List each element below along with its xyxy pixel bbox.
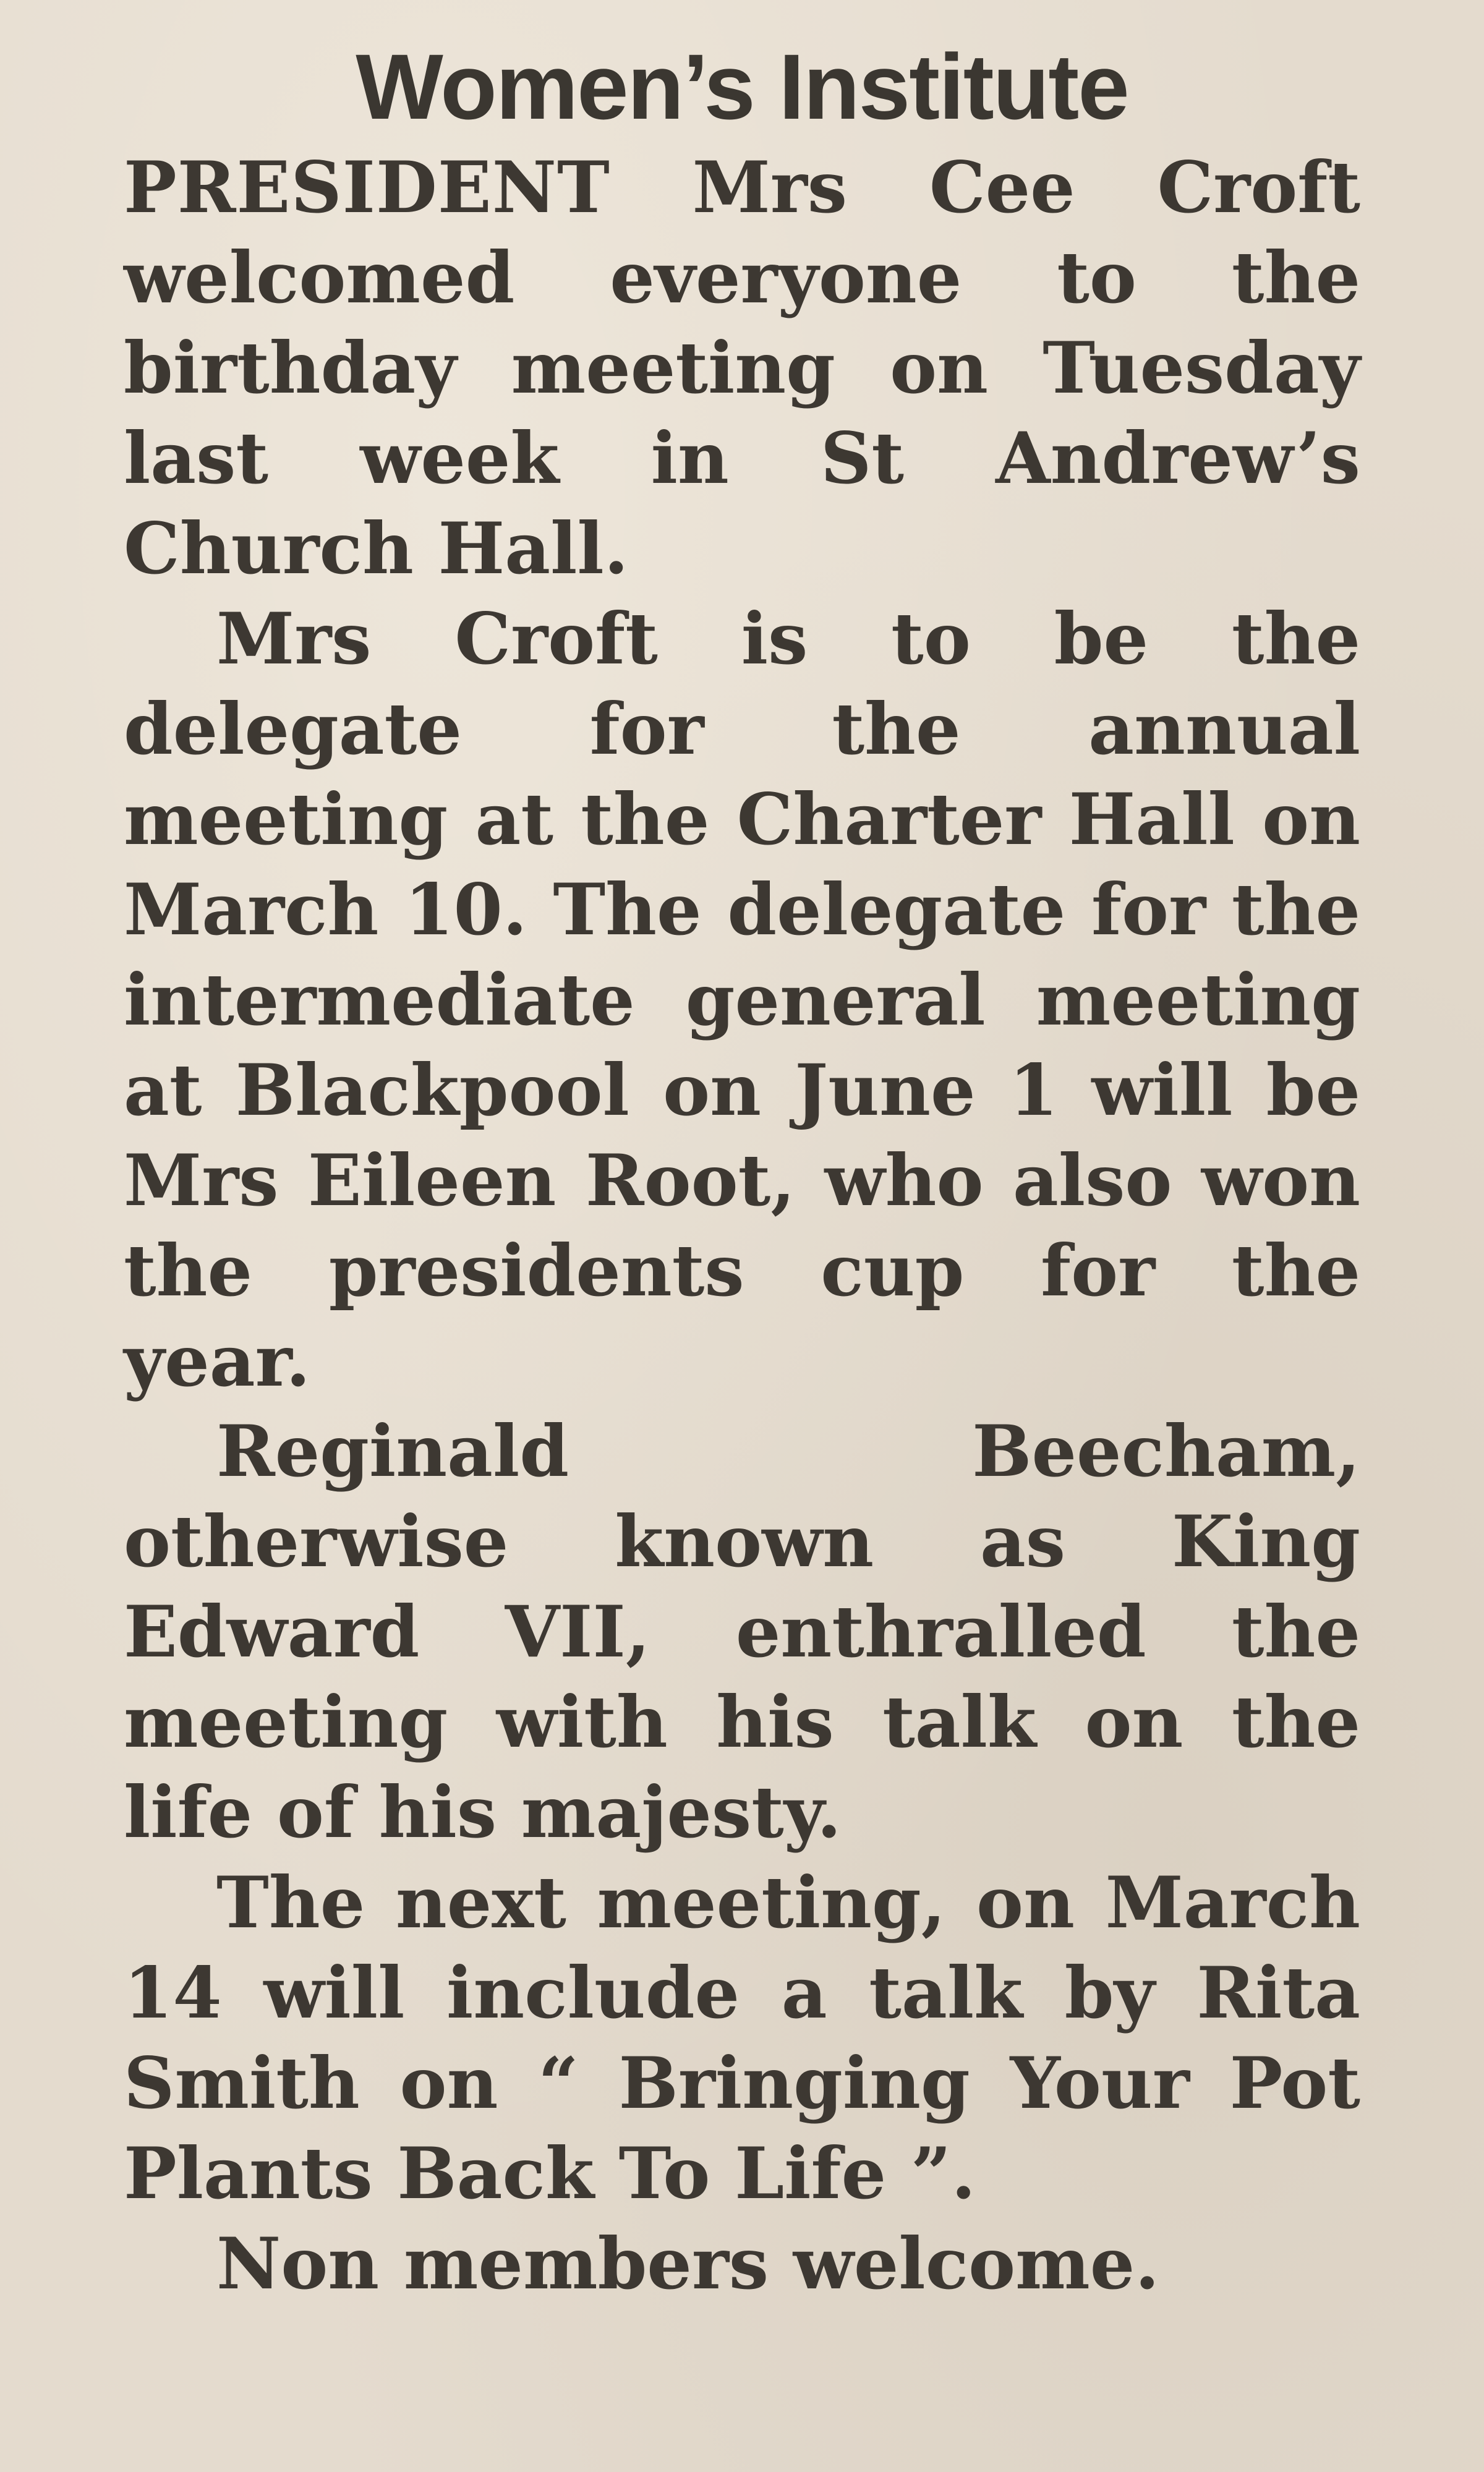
paragraph-2: Mrs Croft is to be the delegate for the annual meeting at the Charter Hall on March 10. The delegate for the intermediate general meeting at Blackpool on June 1 will be Mrs Eileen Root, who also won the presidents cup for the year.	[124, 597, 1360, 1402]
newspaper-clipping	[124, 31, 1360, 2309]
paragraph-5: Non members welcome.	[216, 2222, 1160, 2305]
paragraph-3: Reginald Beecham, otherwise known as King Edward VII, enthralled the meeting with his talk on the life of his majesty.	[124, 1410, 1360, 1854]
paragraph-1	[124, 142, 1360, 594]
paragraph-4: The next meeting, on March 14 will include a talk by Rita Smith on “ Bringing Your Pot Plants Back To Life ”.	[124, 1861, 1360, 2215]
lead-word: PRESIDENT	[124, 146, 610, 229]
headline: Women’s Institute	[356, 35, 1128, 139]
paragraph-1-text: Mrs Cee Croft welcomed everyone to the birthday meeting on Tuesday last week in St Andrew’s Church Hall.	[124, 146, 1360, 590]
